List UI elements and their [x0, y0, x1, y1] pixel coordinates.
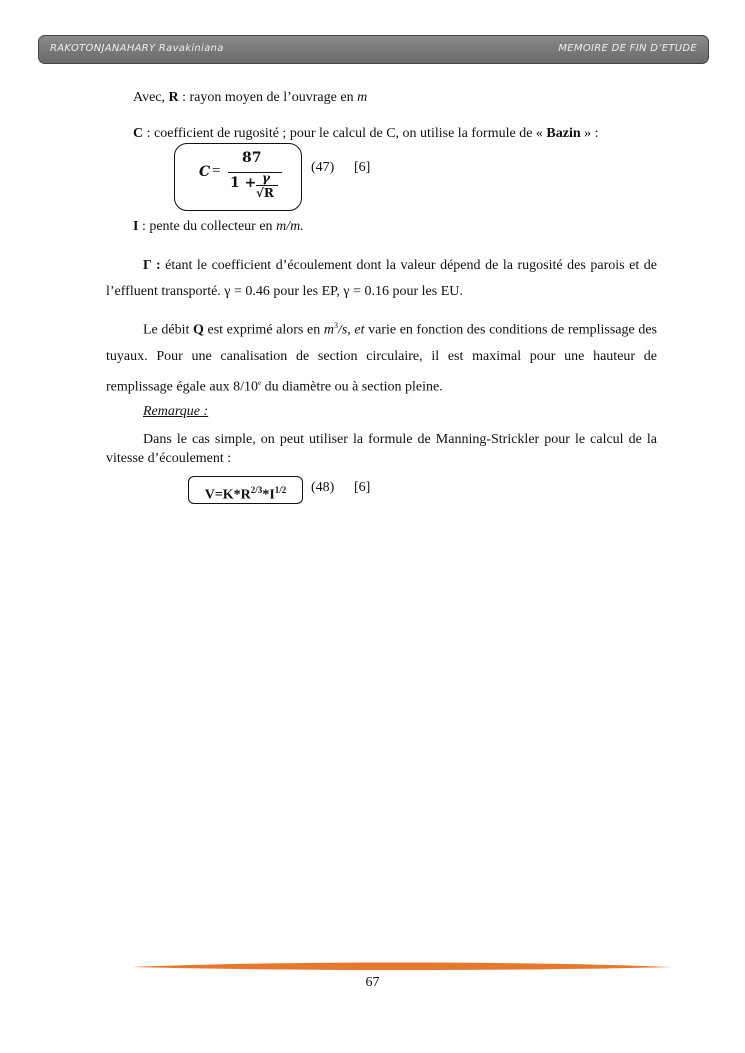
formula-47-sqrt-R: √R [256, 186, 274, 200]
symbol-I: I [133, 219, 139, 234]
formula-47-equals: = [212, 163, 221, 179]
remarque-heading: Remarque : [143, 404, 209, 419]
formula-48-box: $V=K*R^{2/3}*I^{1/2}$ [188, 476, 303, 504]
symbol-R: R [168, 90, 179, 105]
formula-47-numerator: 87 [242, 150, 262, 166]
formula-48-number: (48) [311, 480, 335, 495]
formula-47-number: (47) [311, 160, 335, 175]
page-header [38, 35, 709, 64]
symbol-C: C [133, 126, 144, 141]
bazin-label: Bazin [546, 126, 581, 141]
footer-swoosh [132, 959, 672, 975]
formula-48-ref: [6] [354, 480, 371, 495]
line-C-definition: C : coefficient de rugosité ; pour le calcul de C, on utilise la formule de « Bazin » : [133, 126, 599, 141]
line-I-definition: I : pente du collecteur en m/m. [133, 219, 304, 234]
formula-47-ref: [6] [354, 160, 371, 175]
formula-47-lhs: C [199, 164, 211, 180]
header-title: MEMOIRE DE FIN D’ETUDE [558, 43, 697, 54]
formula-47-gamma: γ [262, 171, 270, 185]
page-number: 67 [365, 975, 380, 990]
symbol-Q: Q [193, 322, 204, 338]
paragraph-manning: Dans le cas simple, on peut utiliser la formule de Manning-Strickler pour le calcul de la vitesse d’écoulement : [106, 432, 657, 466]
symbol-gamma: Γ : [143, 258, 161, 273]
paragraph-gamma: Γ : étant le coefficient d’écoulement dont la valeur dépend de la rugosité des parois et de l’effluent transporté. γ = 0.46 pour les EP, γ = 0.16 pour les EU. [106, 258, 657, 299]
footer-swoosh-shape [132, 963, 672, 971]
formula-47-den-one: 1 + [230, 175, 257, 191]
formula-47-fraction-bar [228, 172, 282, 173]
paragraph-debit: Le débit Q est exprimé alors en $m^3/s$, et varie en fonction des conditions de remplissage des tuyaux. Pour une canalisation de section circulaire, il est maximal pour une hauteur de remplissage égale aux 8/10e du diamètre ou à section pleine. [106, 321, 657, 395]
header-author: RAKOTONJANAHARY Ravakiniana [50, 43, 224, 54]
line-R-definition: Avec, R : rayon moyen de l’ouvrage en m [133, 90, 368, 105]
